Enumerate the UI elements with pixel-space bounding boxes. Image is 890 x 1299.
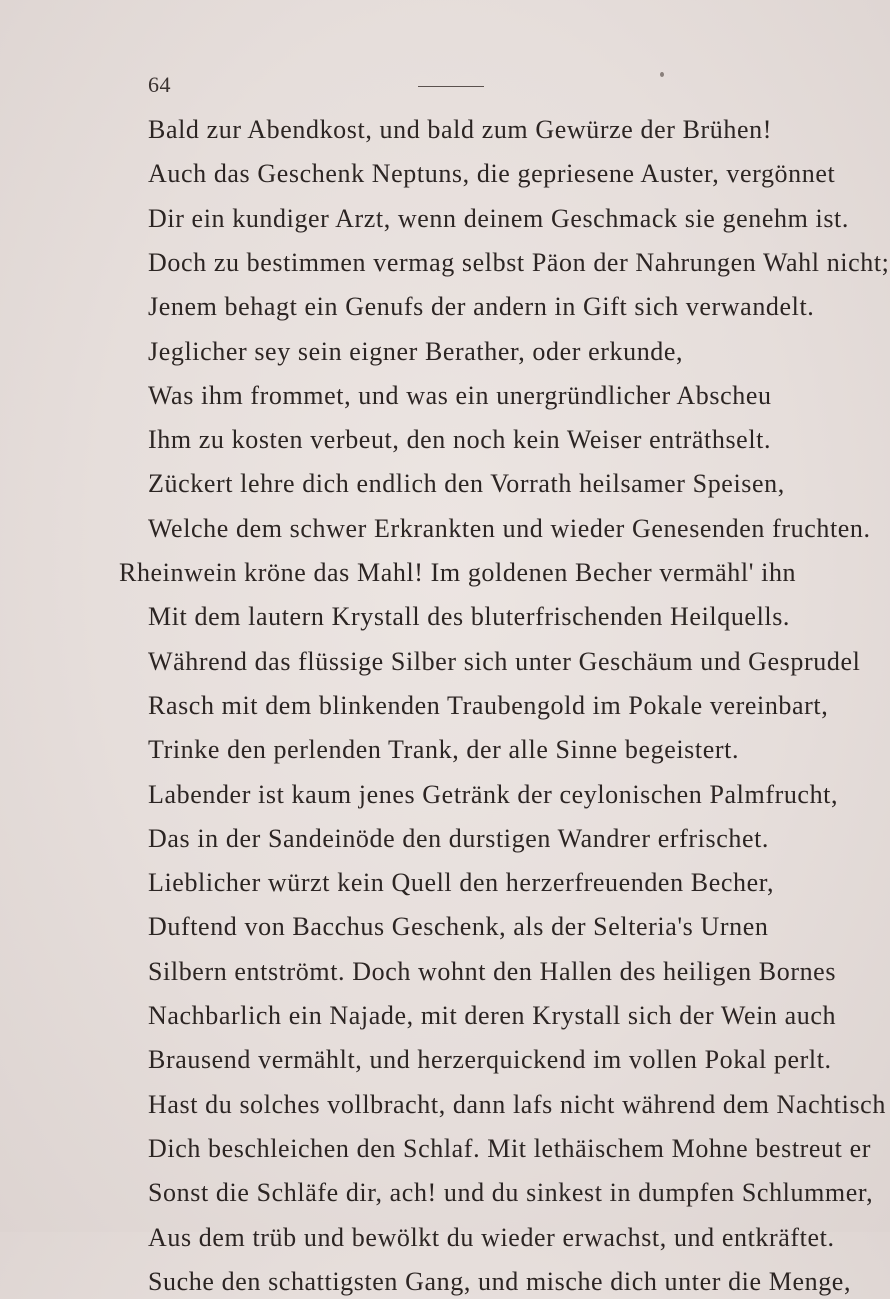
poem-line: Doch zu bestimmen vermag selbst Päon der Nahrungen Wahl nicht;: [148, 248, 890, 277]
poem-line: Silbern entströmt. Doch wohnt den Hallen des heiligen Bornes: [148, 957, 837, 986]
poem-line: Rheinwein kröne das Mahl! Im goldenen Becher vermähl' ihn: [119, 558, 797, 587]
poem-line: Ihm zu kosten verbeut, den noch kein Weiser enträthselt.: [148, 425, 772, 454]
poem-line: Was ihm frommet, und was ein unergründlicher Abscheu: [148, 381, 772, 410]
poem-line: Jenem behagt ein Genufs der andern in Gift sich verwandelt.: [148, 292, 815, 321]
poem-line: Labender ist kaum jenes Getränk der ceylonischen Palmfrucht,: [148, 780, 839, 809]
poem-line: Das in der Sandeinöde den durstigen Wandrer erfrischet.: [148, 824, 770, 853]
poem-line: Bald zur Abendkost, und bald zum Gewürze der Brühen!: [148, 115, 772, 144]
poem-line: Dich beschleichen den Schlaf. Mit lethäischem Mohne bestreut er: [148, 1134, 871, 1163]
poem-line: Welche dem schwer Erkrankten und wieder Genesenden fruchten.: [148, 514, 871, 543]
poem-line: Sonst die Schläfe dir, ach! und du sinkest in dumpfen Schlummer,: [148, 1178, 874, 1207]
poem-line: Dir ein kundiger Arzt, wenn deinem Geschmack sie genehm ist.: [148, 204, 849, 233]
poem-line: Duftend von Bacchus Geschenk, als der Selteria's Urnen: [148, 912, 769, 941]
poem-line: Nachbarlich ein Najade, mit deren Krystall sich der Wein auch: [148, 1001, 837, 1030]
poem-line: Jeglicher sey sein eigner Berather, oder erkunde,: [148, 337, 684, 366]
poem-line: Lieblicher würzt kein Quell den herzerfreuenden Becher,: [148, 868, 775, 897]
poem-line: Aus dem trüb und bewölkt du wieder erwachst, und entkräftet.: [148, 1223, 835, 1252]
poem-line: Auch das Geschenk Neptuns, die gepriesene Auster, vergönnet: [148, 159, 836, 188]
poem-line: Rasch mit dem blinkenden Traubengold im Pokale vereinbart,: [148, 691, 829, 720]
poem-line: Zückert lehre dich endlich den Vorrath heilsamer Speisen,: [148, 469, 785, 498]
poem-line: Trinke den perlenden Trank, der alle Sinne begeistert.: [148, 735, 740, 764]
poem-line: Hast du solches vollbracht, dann lafs nicht während dem Nachtisch: [148, 1090, 886, 1119]
poem-line: Brausend vermählt, und herzerquickend im vollen Pokal perlt.: [148, 1045, 832, 1074]
poem-line: Mit dem lautern Krystall des bluterfrischenden Heilquells.: [148, 602, 791, 631]
page-number: 64: [148, 72, 171, 97]
poem-line: Suche den schattigsten Gang, und mische dich unter die Menge,: [148, 1267, 852, 1296]
poem-line: Während das flüssige Silber sich unter Geschäum und Gesprudel: [148, 647, 861, 676]
